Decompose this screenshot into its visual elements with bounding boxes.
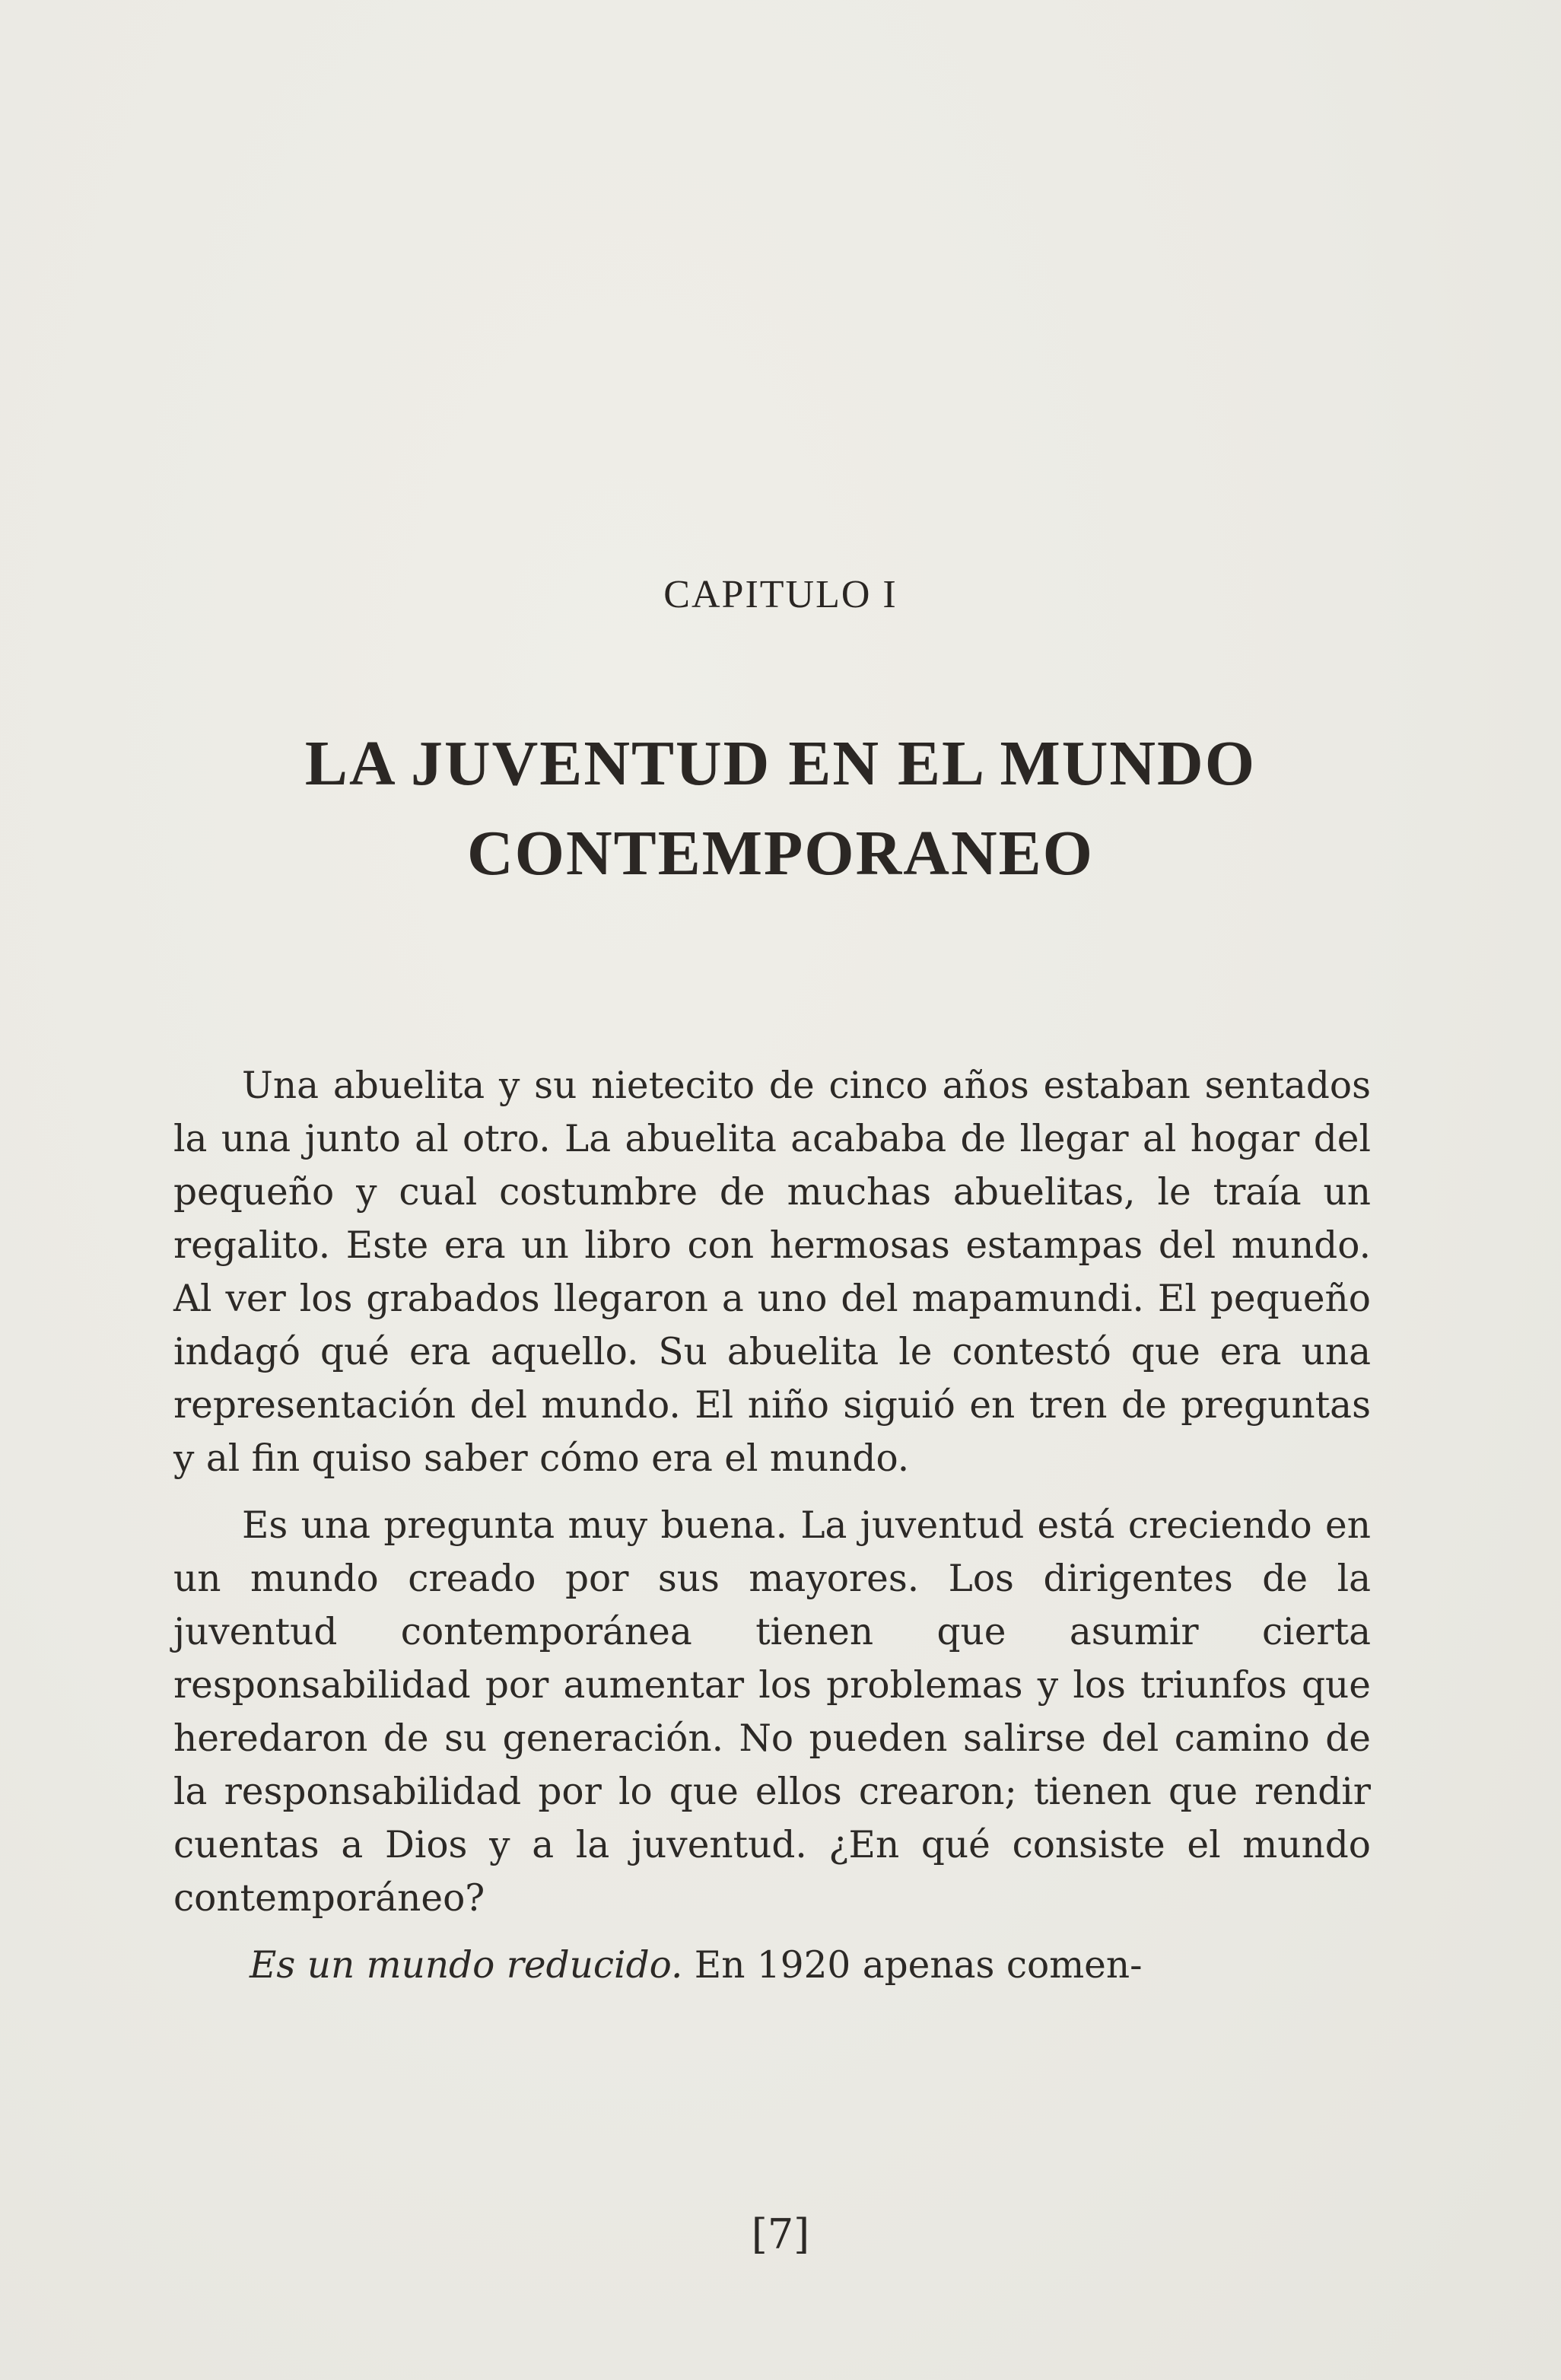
chapter-title-line-1: LA JUVENTUD EN EL MUNDO [304, 728, 1257, 799]
chapter-label: CAPITULO I [663, 573, 898, 616]
paragraph-3 [173, 1939, 1371, 1992]
paragraph-1: Una abuelita y su nietecito de cinco años estaban sentados la una junto al otro. La abuelita acababa de llegar al hogar del pequeño y cual costumbre de muchas abuelitas, le traía un regalito. Este era un libro con hermosas estampas del mundo. Al ver los grabados llegaron a uno del mapamundi. El pequeño indagó qué era aquello. Su abuelita le contestó que era una representación del mundo. El niño siguió en tren de preguntas y al fin quiso saber cómo era el mundo. [173, 1064, 1371, 1480]
body-text [173, 1059, 1371, 1992]
chapter-title [0, 719, 1561, 899]
chapter-title-line-2: CONTEMPORANEO [467, 818, 1094, 889]
page-number: [7] [751, 2210, 810, 2258]
paragraph-2: Es una pregunta muy buena. La juventud está creciendo en un mundo creado por sus mayores. Los dirigentes de la juventud contemporánea tienen que asumir cierta responsabilidad por aumentar los problemas y los triunfos que heredaron de su generación. No pueden salirse del camino de la responsabilidad por lo que ellos crearon; tienen que rendir cuentas a Dios y a la juventud. ¿En qué consiste el mundo contemporáneo? [173, 1504, 1371, 1920]
paragraph-3-italic: Es un mundo reducido. [250, 1944, 683, 1987]
paragraph-3-text: En 1920 apenas comen- [682, 1944, 1143, 1987]
